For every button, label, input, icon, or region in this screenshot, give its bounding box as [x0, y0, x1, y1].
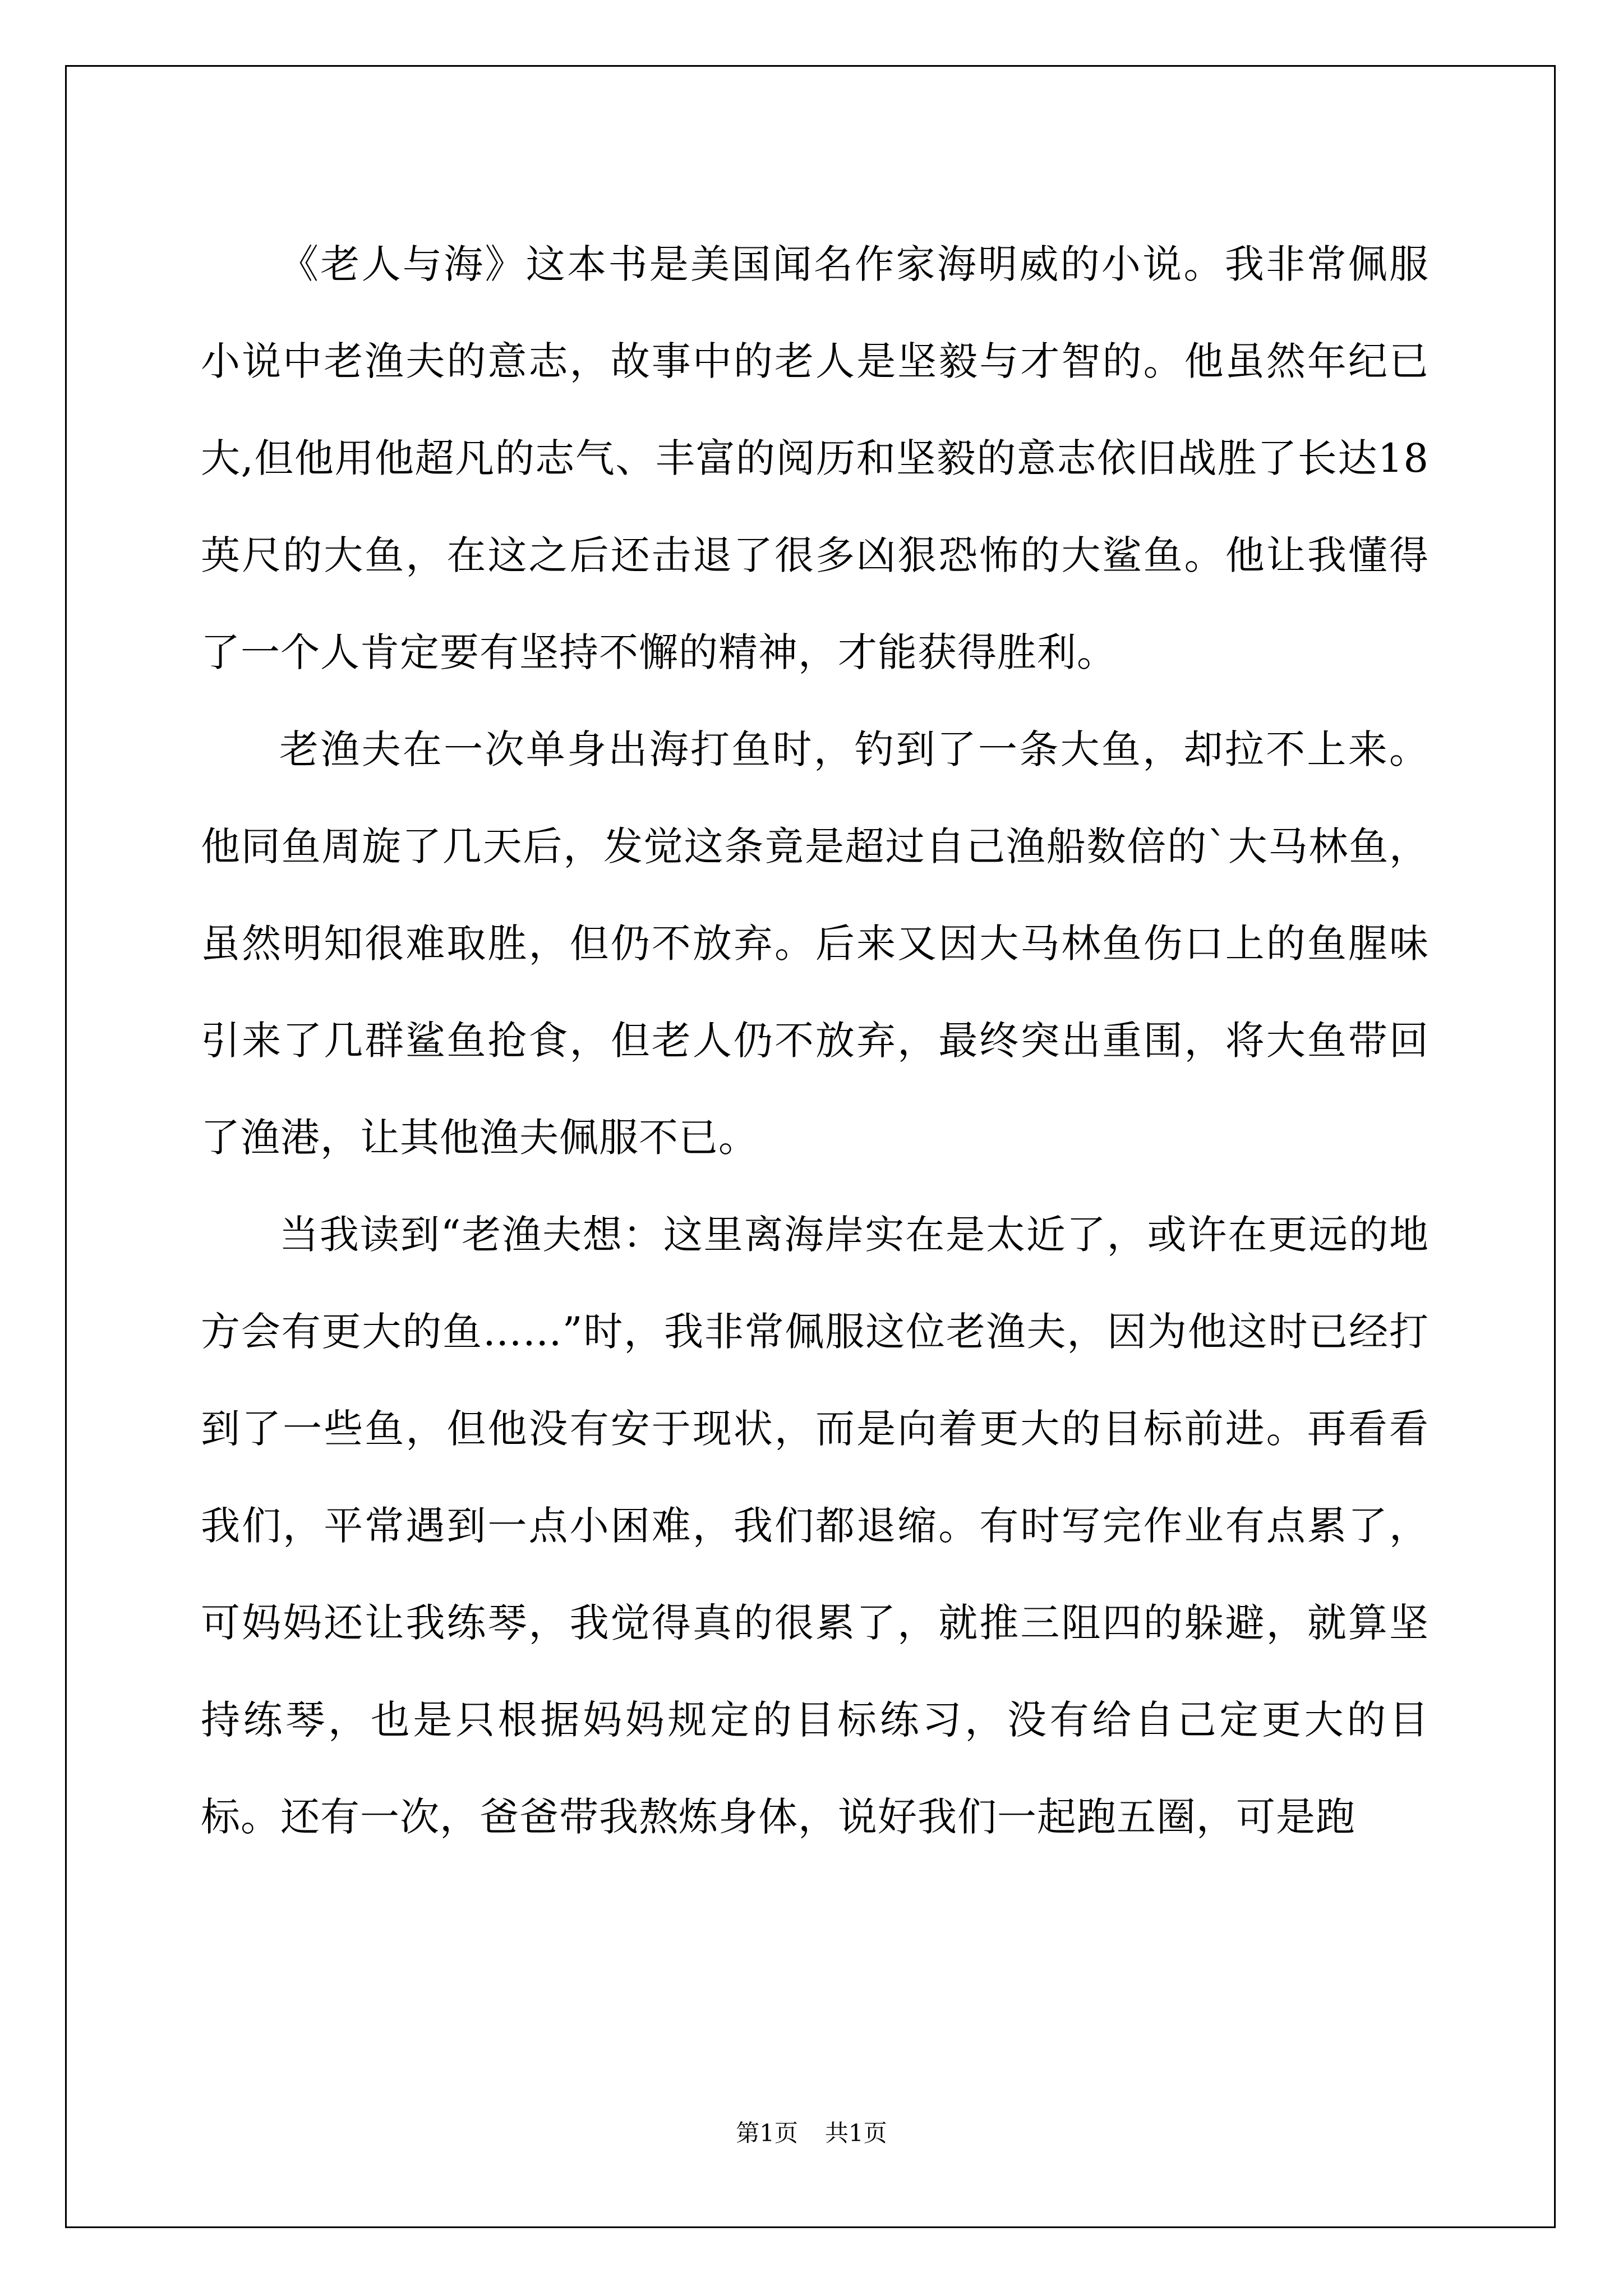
paragraph-1: 《老人与海》这本书是美国闻名作家海明威的小说。我非常佩服小说中老渔夫的意志，故事中的老人是坚毅与才智的。他虽然年纪已大,但他用他超凡的志气、丰富的阅历和坚毅的意志依旧战胜了长达18英尺的大鱼，在这之后还击退了很多凶狠恐怖的大鲨鱼。他让我懂得了一个人肯定要有坚持不懈的精神，才能获得胜利。 — [201, 241, 1429, 675]
page-footer — [0, 2119, 1623, 2147]
document-body — [201, 216, 1429, 1866]
page-total: 共1页 — [825, 2119, 887, 2147]
paragraph-3: 当我读到“老渔夫想：这里离海岸实在是太近了，或许在更远的地方会有更大的鱼……”时，我非常佩服这位老渔夫，因为他这时已经打到了一些鱼，但他没有安于现状，而是向着更大的目标前进。再看看我们，平常遇到一点小困难，我们都退缩。有时写完作业有点累了，可妈妈还让我练琴，我觉得真的很累了，就推三阻四的躲避，就算坚持练琴，也是只根据妈妈规定的目标练习，没有给自己定更大的目标。还有一次，爸爸带我熬炼身体，说好我们一起跑五圈，可是跑 — [201, 1212, 1429, 1840]
paragraph-2: 老渔夫在一次单身出海打鱼时，钓到了一条大鱼，却拉不上来。他同鱼周旋了几天后，发觉这条竟是超过自己渔船数倍的`大马林鱼，虽然明知很难取胜，但仍不放弃。后来又因大马林鱼伤口上的鱼腥味引来了几群鲨鱼抢食，但老人仍不放弃，最终突出重围，将大鱼带回了渔港，让其他渔夫佩服不已。 — [201, 726, 1429, 1161]
page-number: 第1页 — [736, 2119, 798, 2147]
